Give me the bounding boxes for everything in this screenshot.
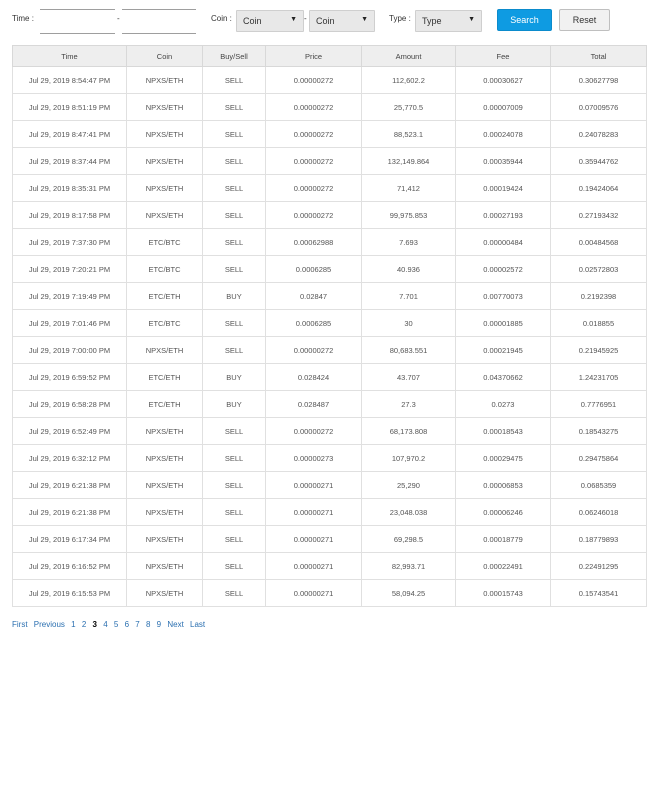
cell-amount: 107,970.2 — [362, 445, 456, 472]
cell-amount: 40.936 — [362, 256, 456, 283]
cell-total: 0.02572803 — [551, 256, 647, 283]
table-row — [13, 499, 647, 526]
page-first-link[interactable]: First — [12, 620, 28, 629]
cell-time: Jul 29, 2019 7:01:46 PM — [13, 310, 127, 337]
column-header-time[interactable]: Time — [13, 46, 127, 67]
cell-side: SELL — [203, 202, 266, 229]
cell-fee: 0.00029475 — [456, 445, 551, 472]
time-label: Time : — [12, 14, 34, 23]
cell-amount: 80,683.551 — [362, 337, 456, 364]
filter-bar — [0, 0, 658, 40]
cell-time: Jul 29, 2019 7:20:21 PM — [13, 256, 127, 283]
cell-coin: NPXS/ETH — [127, 472, 203, 499]
cell-total: 0.19424064 — [551, 175, 647, 202]
cell-total: 0.0685359 — [551, 472, 647, 499]
cell-price: 0.028487 — [266, 391, 362, 418]
cell-time: Jul 29, 2019 7:19:49 PM — [13, 283, 127, 310]
cell-fee: 0.00024078 — [456, 121, 551, 148]
cell-side: SELL — [203, 67, 266, 94]
cell-fee: 0.00000484 — [456, 229, 551, 256]
cell-side: SELL — [203, 472, 266, 499]
cell-side: SELL — [203, 418, 266, 445]
cell-price: 0.00000272 — [266, 337, 362, 364]
cell-time: Jul 29, 2019 6:15:53 PM — [13, 580, 127, 607]
column-header-fee[interactable]: Fee — [456, 46, 551, 67]
cell-fee: 0.00001885 — [456, 310, 551, 337]
cell-coin: ETC/ETH — [127, 391, 203, 418]
cell-price: 0.028424 — [266, 364, 362, 391]
table-row — [13, 580, 647, 607]
cell-time: Jul 29, 2019 6:52:49 PM — [13, 418, 127, 445]
type-select-value: Type — [422, 16, 442, 26]
cell-price: 0.00000273 — [266, 445, 362, 472]
column-header-price[interactable]: Price — [266, 46, 362, 67]
cell-fee: 0.00018543 — [456, 418, 551, 445]
cell-coin: NPXS/ETH — [127, 499, 203, 526]
cell-amount: 30 — [362, 310, 456, 337]
cell-amount: 25,290 — [362, 472, 456, 499]
cell-total: 0.27193432 — [551, 202, 647, 229]
table-row — [13, 121, 647, 148]
cell-total: 0.2192398 — [551, 283, 647, 310]
cell-amount: 88,523.1 — [362, 121, 456, 148]
table-row — [13, 67, 647, 94]
cell-amount: 82,993.71 — [362, 553, 456, 580]
cell-fee: 0.00006853 — [456, 472, 551, 499]
column-header-buy-sell[interactable]: Buy/Sell — [203, 46, 266, 67]
table-row — [13, 94, 647, 121]
cell-total: 0.29475864 — [551, 445, 647, 472]
cell-total: 0.7776951 — [551, 391, 647, 418]
cell-time: Jul 29, 2019 6:58:28 PM — [13, 391, 127, 418]
cell-amount: 27.3 — [362, 391, 456, 418]
page-next-link[interactable]: Next — [167, 620, 184, 629]
cell-total: 0.35944762 — [551, 148, 647, 175]
cell-amount: 7.701 — [362, 283, 456, 310]
cell-amount: 43.707 — [362, 364, 456, 391]
coin-select-base[interactable] — [236, 10, 304, 32]
cell-amount: 99,975.853 — [362, 202, 456, 229]
cell-amount: 132,149.864 — [362, 148, 456, 175]
cell-side: SELL — [203, 445, 266, 472]
table-row — [13, 445, 647, 472]
cell-time: Jul 29, 2019 8:35:31 PM — [13, 175, 127, 202]
table-row — [13, 310, 647, 337]
cell-fee: 0.00018779 — [456, 526, 551, 553]
page-link-9[interactable]: 9 — [156, 620, 162, 629]
cell-coin: NPXS/ETH — [127, 148, 203, 175]
cell-amount: 68,173.808 — [362, 418, 456, 445]
cell-time: Jul 29, 2019 7:37:30 PM — [13, 229, 127, 256]
cell-coin: ETC/BTC — [127, 310, 203, 337]
cell-price: 0.00000272 — [266, 418, 362, 445]
table-row — [13, 148, 647, 175]
cell-time: Jul 29, 2019 6:32:12 PM — [13, 445, 127, 472]
cell-coin: NPXS/ETH — [127, 175, 203, 202]
page-link-current: 3 — [92, 620, 97, 629]
coin-select-base-value: Coin — [243, 16, 262, 26]
table-row — [13, 337, 647, 364]
cell-time: Jul 29, 2019 6:17:34 PM — [13, 526, 127, 553]
cell-side: BUY — [203, 391, 266, 418]
cell-coin: NPXS/ETH — [127, 337, 203, 364]
cell-side: SELL — [203, 580, 266, 607]
cell-price: 0.02847 — [266, 283, 362, 310]
cell-side: SELL — [203, 229, 266, 256]
cell-amount: 23,048.038 — [362, 499, 456, 526]
cell-side: SELL — [203, 121, 266, 148]
cell-fee: 0.04370662 — [456, 364, 551, 391]
cell-amount: 112,602.2 — [362, 67, 456, 94]
page-last-link[interactable]: Last — [190, 620, 206, 629]
page-link-7[interactable]: 7 — [135, 620, 140, 629]
column-header-total[interactable]: Total — [551, 46, 647, 67]
cell-price: 0.0006285 — [266, 310, 362, 337]
page-link-8[interactable]: 8 — [145, 620, 151, 629]
table-row — [13, 256, 647, 283]
cell-total: 0.30627798 — [551, 67, 647, 94]
type-select[interactable] — [415, 10, 482, 32]
cell-price: 0.00000271 — [266, 553, 362, 580]
reset-button[interactable]: Reset — [559, 9, 610, 31]
page-link-1[interactable]: 1 — [71, 620, 76, 629]
page-link-2[interactable]: 2 — [81, 620, 87, 629]
cell-time: Jul 29, 2019 8:54:47 PM — [13, 67, 127, 94]
cell-total: 0.18543275 — [551, 418, 647, 445]
cell-coin: NPXS/ETH — [127, 202, 203, 229]
cell-coin: ETC/ETH — [127, 283, 203, 310]
cell-amount: 71,412 — [362, 175, 456, 202]
cell-coin: ETC/BTC — [127, 256, 203, 283]
cell-fee: 0.00007009 — [456, 94, 551, 121]
cell-fee: 0.00019424 — [456, 175, 551, 202]
coin-select-quote-value: Coin — [316, 16, 335, 26]
cell-time: Jul 29, 2019 8:37:44 PM — [13, 148, 127, 175]
column-header-coin[interactable]: Coin — [127, 46, 203, 67]
cell-fee: 0.00027193 — [456, 202, 551, 229]
cell-total: 0.22491295 — [551, 553, 647, 580]
cell-side: SELL — [203, 526, 266, 553]
cell-price: 0.00000272 — [266, 121, 362, 148]
cell-fee: 0.00015743 — [456, 580, 551, 607]
cell-side: SELL — [203, 256, 266, 283]
chevron-down-icon: ▼ — [290, 16, 297, 23]
cell-coin: NPXS/ETH — [127, 526, 203, 553]
cell-coin: NPXS/ETH — [127, 418, 203, 445]
cell-time: Jul 29, 2019 7:00:00 PM — [13, 337, 127, 364]
table-row — [13, 202, 647, 229]
table-header-row — [13, 46, 647, 67]
cell-total: 0.24078283 — [551, 121, 647, 148]
coin-select-quote[interactable] — [309, 10, 375, 32]
cell-side: BUY — [203, 283, 266, 310]
cell-price: 0.00062988 — [266, 229, 362, 256]
pagination — [12, 620, 209, 629]
cell-total: 0.21945925 — [551, 337, 647, 364]
cell-time: Jul 29, 2019 8:51:19 PM — [13, 94, 127, 121]
chevron-down-icon: ▼ — [468, 16, 475, 23]
cell-time: Jul 29, 2019 6:16:52 PM — [13, 553, 127, 580]
cell-price: 0.00000272 — [266, 67, 362, 94]
cell-coin: ETC/ETH — [127, 364, 203, 391]
cell-total: 0.018855 — [551, 310, 647, 337]
table-row — [13, 391, 647, 418]
page-link-4[interactable]: 4 — [103, 620, 108, 629]
cell-coin: NPXS/ETH — [127, 121, 203, 148]
cell-total: 0.15743541 — [551, 580, 647, 607]
table-row — [13, 553, 647, 580]
cell-side: SELL — [203, 94, 266, 121]
cell-fee: 0.00006246 — [456, 499, 551, 526]
cell-fee: 0.00002572 — [456, 256, 551, 283]
cell-price: 0.00000271 — [266, 472, 362, 499]
cell-time: Jul 29, 2019 6:59:52 PM — [13, 364, 127, 391]
cell-amount: 25,770.5 — [362, 94, 456, 121]
cell-fee: 0.00770073 — [456, 283, 551, 310]
cell-side: SELL — [203, 310, 266, 337]
cell-coin: NPXS/ETH — [127, 94, 203, 121]
cell-fee: 0.00022491 — [456, 553, 551, 580]
table-row — [13, 283, 647, 310]
page-link-5[interactable]: 5 — [113, 620, 119, 629]
type-label: Type : — [389, 14, 411, 23]
cell-amount: 7.693 — [362, 229, 456, 256]
trade-history-table — [12, 45, 647, 607]
cell-fee: 0.00035944 — [456, 148, 551, 175]
cell-side: SELL — [203, 337, 266, 364]
cell-time: Jul 29, 2019 8:17:58 PM — [13, 202, 127, 229]
table-row — [13, 175, 647, 202]
cell-fee: 0.00021945 — [456, 337, 551, 364]
cell-coin: NPXS/ETH — [127, 553, 203, 580]
cell-total: 1.24231705 — [551, 364, 647, 391]
cell-time: Jul 29, 2019 6:21:38 PM — [13, 472, 127, 499]
time-from-input[interactable] — [40, 9, 115, 34]
cell-price: 0.00000271 — [266, 499, 362, 526]
page-previous-link[interactable]: Previous — [33, 620, 65, 629]
cell-fee: 0.0273 — [456, 391, 551, 418]
column-header-amount[interactable]: Amount — [362, 46, 456, 67]
cell-coin: ETC/BTC — [127, 229, 203, 256]
table-row — [13, 364, 647, 391]
cell-time: Jul 29, 2019 8:47:41 PM — [13, 121, 127, 148]
table-row — [13, 472, 647, 499]
cell-time: Jul 29, 2019 6:21:38 PM — [13, 499, 127, 526]
time-to-input[interactable] — [122, 9, 196, 34]
cell-coin: NPXS/ETH — [127, 580, 203, 607]
time-separator: - — [117, 14, 120, 23]
cell-side: SELL — [203, 499, 266, 526]
chevron-down-icon: ▼ — [361, 16, 368, 23]
cell-total: 0.18779893 — [551, 526, 647, 553]
table-row — [13, 418, 647, 445]
cell-total: 0.00484568 — [551, 229, 647, 256]
cell-side: BUY — [203, 364, 266, 391]
coin-label: Coin : — [211, 14, 232, 23]
cell-fee: 0.00030627 — [456, 67, 551, 94]
cell-price: 0.00000272 — [266, 202, 362, 229]
cell-amount: 69,298.5 — [362, 526, 456, 553]
table-row — [13, 229, 647, 256]
cell-coin: NPXS/ETH — [127, 67, 203, 94]
cell-side: SELL — [203, 553, 266, 580]
cell-side: SELL — [203, 175, 266, 202]
page-link-6[interactable]: 6 — [124, 620, 130, 629]
cell-price: 0.0006285 — [266, 256, 362, 283]
cell-price: 0.00000271 — [266, 580, 362, 607]
cell-amount: 58,094.25 — [362, 580, 456, 607]
cell-total: 0.06246018 — [551, 499, 647, 526]
cell-price: 0.00000272 — [266, 148, 362, 175]
cell-total: 0.07009576 — [551, 94, 647, 121]
table-row — [13, 526, 647, 553]
cell-coin: NPXS/ETH — [127, 445, 203, 472]
coin-separator: - — [304, 14, 307, 23]
search-button[interactable]: Search — [497, 9, 552, 31]
cell-price: 0.00000271 — [266, 526, 362, 553]
cell-side: SELL — [203, 148, 266, 175]
cell-price: 0.00000272 — [266, 175, 362, 202]
cell-price: 0.00000272 — [266, 94, 362, 121]
